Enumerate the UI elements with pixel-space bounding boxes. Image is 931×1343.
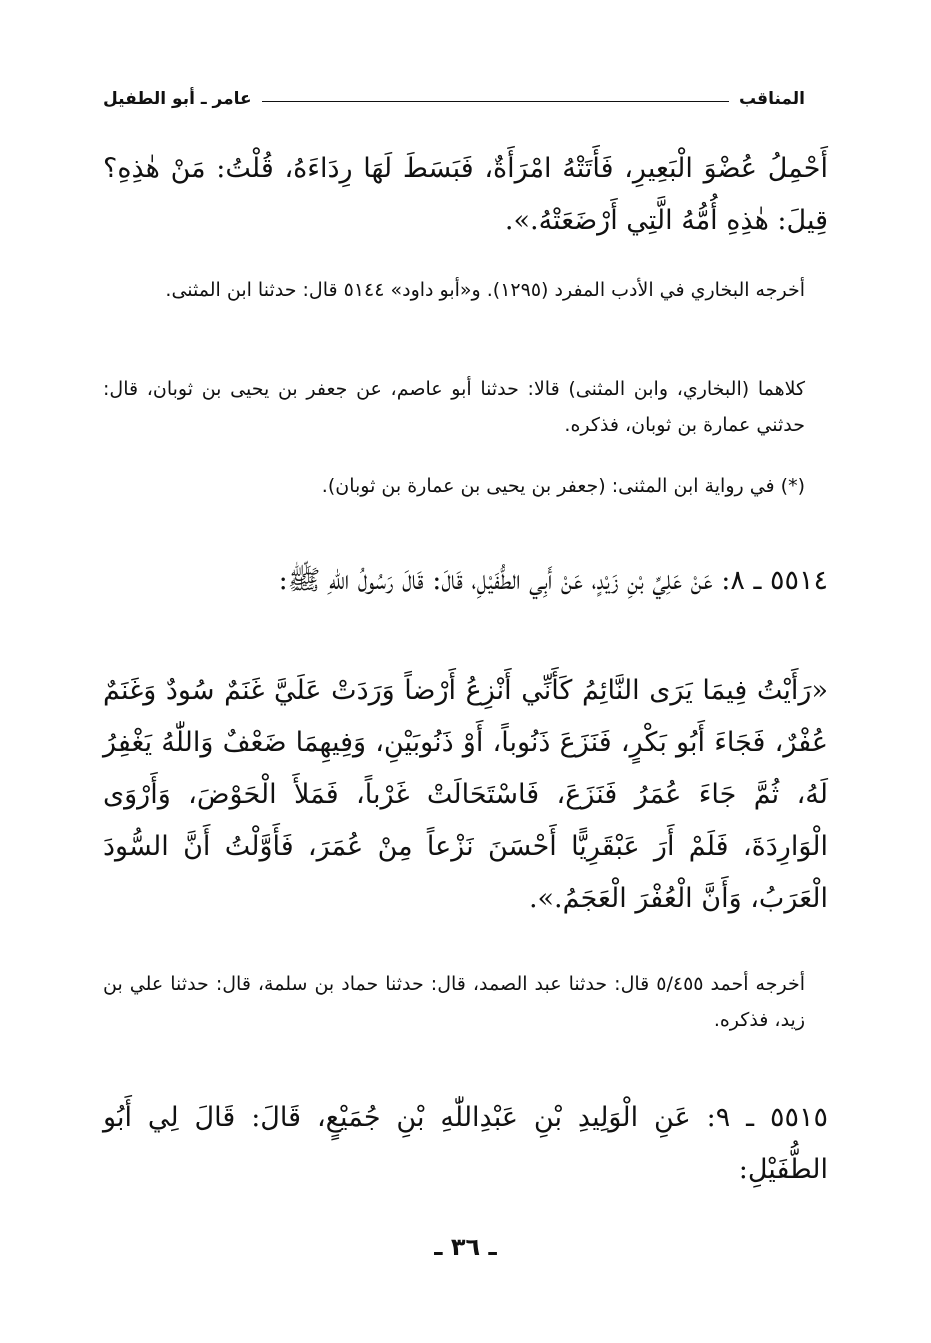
- running-header: [103, 84, 805, 114]
- hadith-8-text: «رَأَيْتُ فِيمَا يَرَى النَّائِمُ كَأَنِّي أَنْزِعُ أَرْضاً وَرَدَتْ عَلَيَّ غَنَمٌ سُودٌ وَغَنَمٌ عُفْرٌ، فَجَاءَ أَبُو بَكْرٍ، فَنَزَعَ ذَنُوباً، أَوْ ذَنُوبَيْنِ، وَفِيهِمَا ضَعْفٌ وَاللّٰهُ يَغْفِرُ لَهُ، ثُمَّ جَاءَ عُمَرُ فَنَزَعَ، فَاسْتَحَالَتْ غَرْباً، فَمَلأَ الْحَوْضَ، وَأَرْوَى الْوَارِدَةَ، فَلَمْ أَرَ عَبْقَرِيًّا أَحْسَنَ نَزْعاً مِنْ عُمَرَ، فَأَوَّلْتُ أَنَّ السُّودَ الْعَرَبُ، وَأَنَّ الْعُفْرَ الْعَجَمُ.».: [103, 675, 828, 914]
- takhrij-text-2: كلاهما (البخاري، وابن المثنى) قالا: حدثنا أبو عاصم، عن جعفر بن يحيى بن ثوبان، قال: حدثني عمارة بن ثوبان، فذكره.: [103, 378, 805, 436]
- takhrij-paragraph-1: [103, 272, 805, 308]
- page-number: ـ ٣٦ ـ: [434, 1233, 497, 1261]
- header-section-title: المناقب: [738, 89, 805, 109]
- footnote: (*) في رواية ابن المثنى: (جعفر بن يحيى بن عمارة بن ثوبان).: [321, 475, 805, 497]
- header-running-title: عامر ـ أبو الطفيل: [103, 89, 252, 109]
- hadith-8-intro: ٥٥١٤ ـ ٨: عَنْ عَلِيِّ بْنِ زَيْدٍ، عَنْ أَبِي الطُّفَيْلِ، قَالَ: قَالَ رَسُولُ اللّٰهِ ﷺ:: [278, 565, 828, 596]
- takhrij-text-1: أخرجه البخاري في الأدب المفرد (١٢٩٥). و«أبو داود» ٥١٤٤ قال: حدثنا ابن المثنى.: [165, 279, 805, 301]
- takhrij-paragraph-3: أخرجه أحمد ٥/٤٥٥ قال: حدثنا عبد الصمد، قال: حدثنا حماد بن سلمة، قال: حدثنا علي بن زيد، فذكره.: [103, 973, 805, 1031]
- hadith-9-intro: ٥٥١٥ ـ ٩: عَنِ الْوَلِيدِ بْنِ عَبْدِاللّٰهِ بْنِ جُمَيْعٍ، قَالَ: قَالَ لِي أَبُو الطُّفَيْلِ:: [103, 1102, 828, 1185]
- header-rule: [262, 101, 729, 102]
- hadith-continuation: أَحْمِلُ عُضْوَ الْبَعِيرِ، فَأَتَتْهُ امْرَأَةٌ، فَبَسَطَ لَهَا رِدَاءَهُ، قُلْتُ: مَنْ هٰذِهِ؟ قِيلَ: هٰذِهِ أُمُّهُ الَّتِي أَرْضَعَتْهُ.».: [103, 153, 828, 236]
- takhrij-paragraph-2: [103, 371, 805, 443]
